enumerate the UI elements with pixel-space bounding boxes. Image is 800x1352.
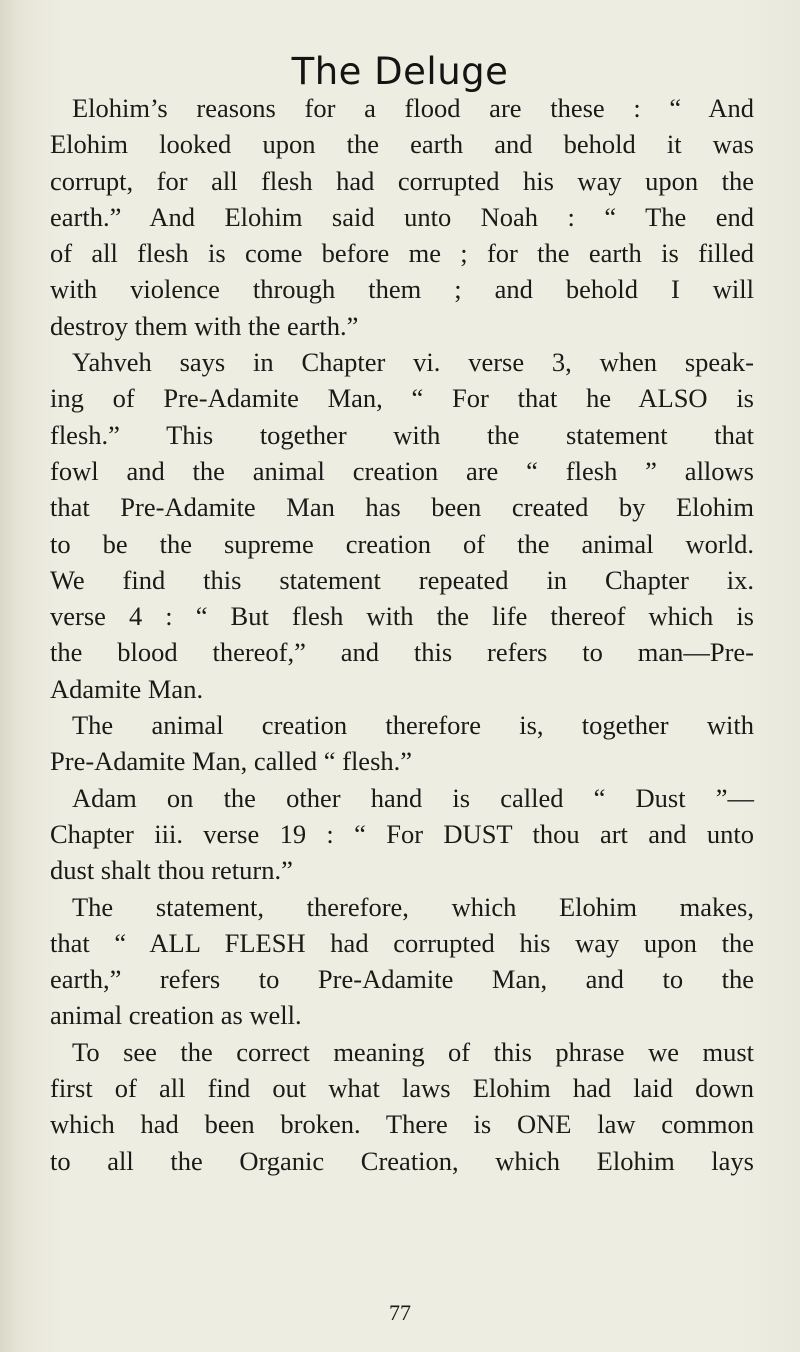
text-line: which had been broken. There is ONE law common: [50, 1109, 754, 1140]
body-text: [50, 90, 754, 1179]
text-line: Elohim looked upon the earth and behold it was: [50, 129, 754, 160]
running-head: The Deluge: [291, 50, 509, 93]
text-line: that “ ALL FLESH had corrupted his way upon the: [50, 927, 754, 958]
text-line: dust shalt thou return.”: [50, 855, 293, 886]
text-line: destroy them with the earth.”: [50, 310, 359, 341]
text-line: corrupt, for all flesh had corrupted his way upon the: [50, 165, 754, 196]
text-line: the blood thereof,” and this refers to man—Pre-: [50, 637, 754, 668]
text-line: To see the correct meaning of this phrase we must: [72, 1036, 754, 1067]
text-line: to all the Organic Creation, which Elohim lays: [50, 1145, 754, 1176]
text-line: Adam on the other hand is called “ Dust ”—: [72, 782, 754, 813]
text-line: The animal creation therefore is, together with: [72, 710, 754, 741]
text-line: flesh.” This together with the statement that: [50, 419, 754, 450]
text-line: that Pre-Adamite Man has been created by Elohim: [50, 492, 754, 523]
text-line: Pre-Adamite Man, called “ flesh.”: [50, 746, 413, 777]
text-line: We find this statement repeated in Chapter ix.: [50, 564, 754, 595]
text-line: to be the supreme creation of the animal world.: [50, 528, 754, 559]
page-number: 77: [389, 1300, 411, 1325]
text-line: earth,” refers to Pre-Adamite Man, and to the: [50, 964, 754, 995]
text-line: with violence through them ; and behold I will: [50, 274, 754, 305]
text-line: The statement, therefore, which Elohim makes,: [72, 891, 754, 922]
text-line: ing of Pre-Adamite Man, “ For that he ALSO is: [50, 383, 754, 414]
text-line: Adamite Man.: [50, 673, 204, 704]
text-line: Chapter iii. verse 19 : “ For DUST thou art and unto: [50, 818, 754, 849]
text-line: animal creation as well.: [50, 1000, 302, 1031]
text-line: earth.” And Elohim said unto Noah : “ The end: [50, 201, 754, 232]
text-line: first of all find out what laws Elohim had laid down: [50, 1073, 754, 1104]
text-line: of all flesh is come before me ; for the earth is filled: [50, 238, 754, 269]
text-line: Yahveh says in Chapter vi. verse 3, when speak-: [72, 347, 754, 378]
text-line: verse 4 : “ But flesh with the life thereof which is: [50, 601, 754, 632]
text-line: fowl and the animal creation are “ flesh ” allows: [50, 455, 754, 486]
text-line: Elohim’s reasons for a flood are these : “ And: [72, 93, 754, 123]
